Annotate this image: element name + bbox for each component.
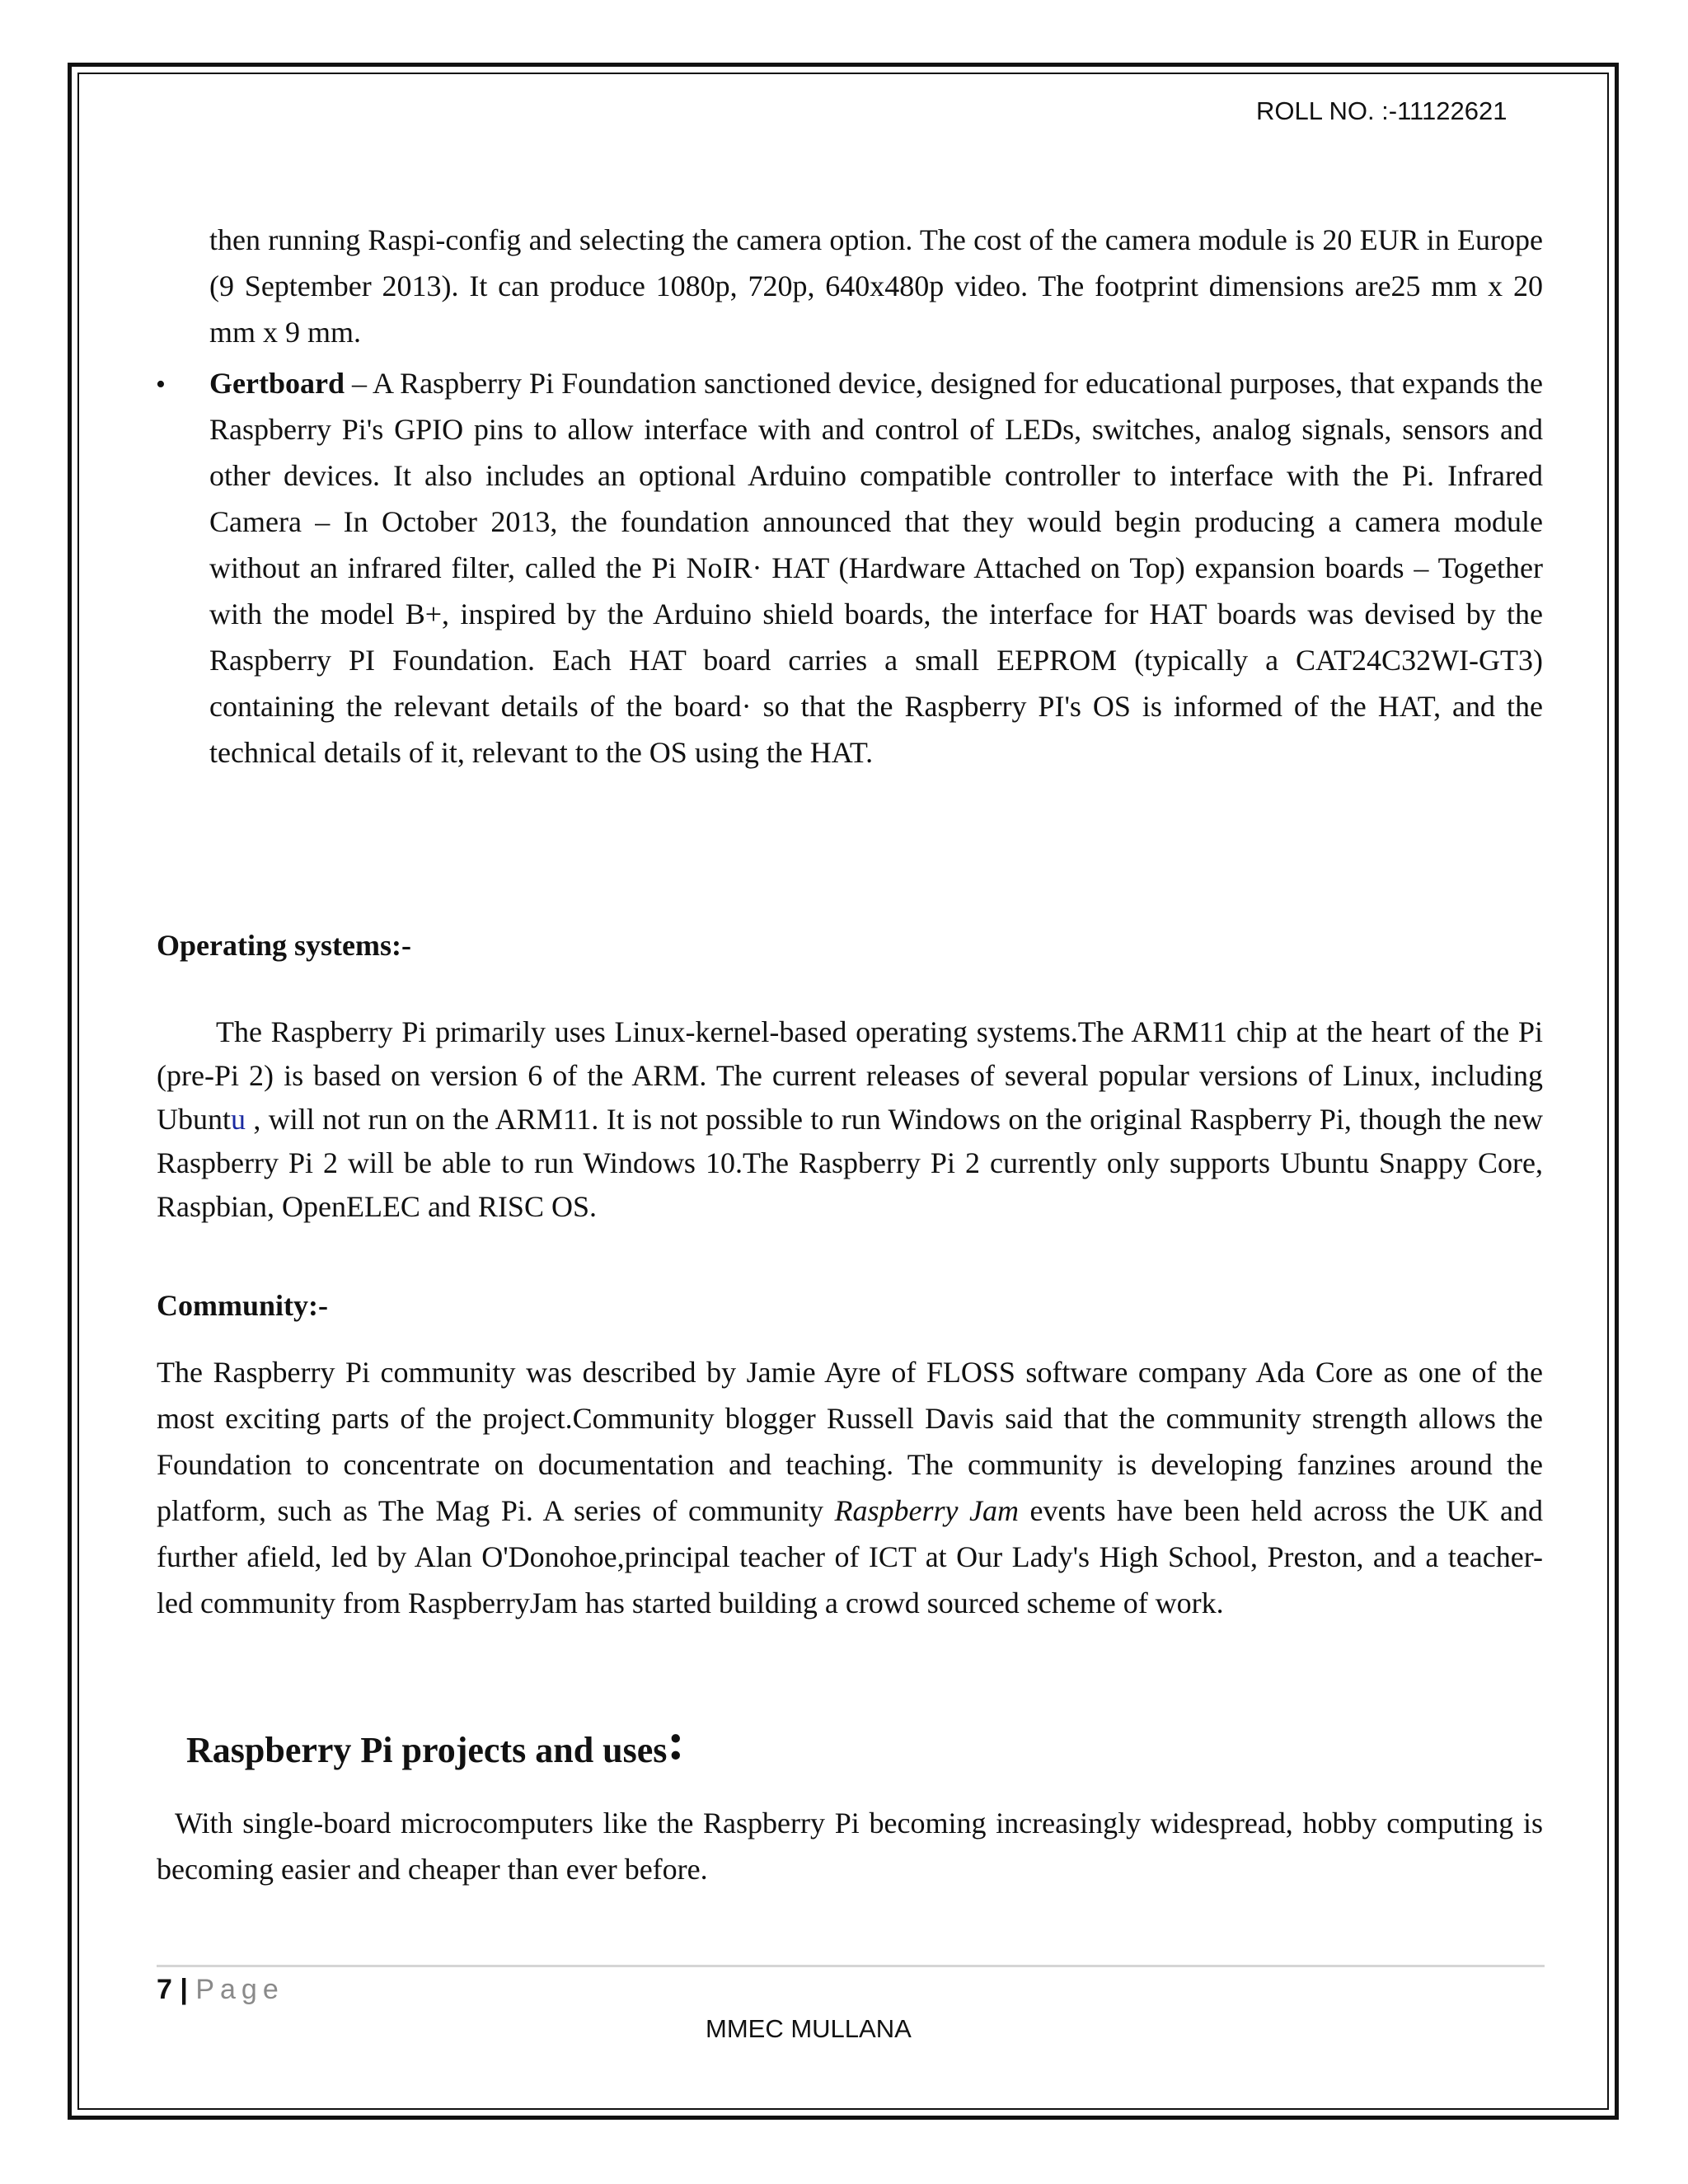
gertboard-paragraph [209, 360, 1543, 776]
operating-systems-heading: Operating systems:- [157, 929, 411, 962]
bullet-icon: • [156, 369, 166, 400]
community-heading: Community:- [157, 1289, 328, 1322]
gertboard-text: – A Raspberry Pi Foundation sanctioned device, designed for educational purposes, that expands the Raspberry Pi's GPIO pins to allow interface with and control of LEDs, switches, analog signals, sensors and other devices. It also includes an optional Arduino compatible controller to interface with the Pi. Infrared Camera – In October 2013, the foundation announced that they would begin producing a camera module without an infrared filter, called the Pi NoIR· HAT (Hardware Attached on Top) expansion boards – Together with the model B+, inspired by the Arduino shield boards, the interface for HAT boards was devised by the Raspberry PI Foundation. Each HAT board carries a small EEPROM (typically a CAT24C32WI-GT3) containing the relevant details of the board· so that the Raspberry PI's OS is informed of the HAT, and the technical details of it, relevant to the OS using the HAT. [209, 367, 1543, 769]
camera-module-paragraph: then running Raspi-config and selecting the camera option. The cost of the camera module is 20 EUR in Europe (9 September 2013). It can produce 1080p, 720p, 640x480p video. The footprint dimensions are25 mm x 20 mm x 9 mm. [209, 223, 1543, 349]
community-text-part1: The Raspberry Pi community was described by Jamie Ayre of FLOSS software company Ada Core as one of the most exciting parts of the project.Community blogger Russell Davis said that the community strength allows the Foundation to concentrate on documentation and teaching. The community is developing fanzines around the platform, such as The Mag Pi. A series of community [157, 1356, 1543, 1527]
projects-paragraph [157, 1800, 1543, 1892]
projects-text: With single-board microcomputers like the Raspberry Pi becoming increasingly widespread, hobby computing is becoming easier and cheaper than ever before. [157, 1807, 1543, 1886]
page-word: Page [195, 1974, 284, 2005]
footer-page-number [157, 1974, 284, 2006]
footer-divider [157, 1965, 1545, 1967]
operating-systems-paragraph [157, 1010, 1543, 1229]
community-italic-term: Raspberry Jam [834, 1494, 1019, 1527]
page-number: 7 [157, 1974, 172, 2005]
projects-heading-text: Raspberry Pi projects and uses [186, 1730, 668, 1770]
gertboard-term: Gertboard [209, 367, 345, 400]
os-text-part2: u [231, 1103, 246, 1136]
footer-college-name: MMEC MULLANA [706, 2014, 912, 2043]
projects-heading [186, 1714, 685, 1775]
community-text-part2: events have been held across the UK and further afield, led by Alan O'Donohoe,principal teacher of ICT at Our Lady's High School, Preston, and a teacher-led community from RaspberryJam has started building a crowd sourced scheme of work. [157, 1494, 1544, 1619]
community-paragraph [157, 1349, 1543, 1626]
page-separator: | [171, 1974, 196, 2005]
os-text-part1: The Raspberry Pi primarily uses Linux-kernel-based operating systems.The ARM11 chip at the heart of the Pi (pre-Pi 2) is based on version 6 of the ARM. The current releases of several popular versions of Linux, including Ubunt [157, 1015, 1543, 1136]
os-text-part3: , will not run on the ARM11. It is not possible to run Windows on the original Raspberry Pi, though the new Raspberry Pi 2 will be able to run Windows 10.The Raspberry Pi 2 currently only supports Ubuntu Snappy Core, Raspbian, OpenELEC and RISC OS. [157, 1103, 1543, 1223]
projects-heading-colon: : [667, 1712, 685, 1770]
roll-number-header: ROLL NO. :-11122621 [1256, 96, 1507, 125]
